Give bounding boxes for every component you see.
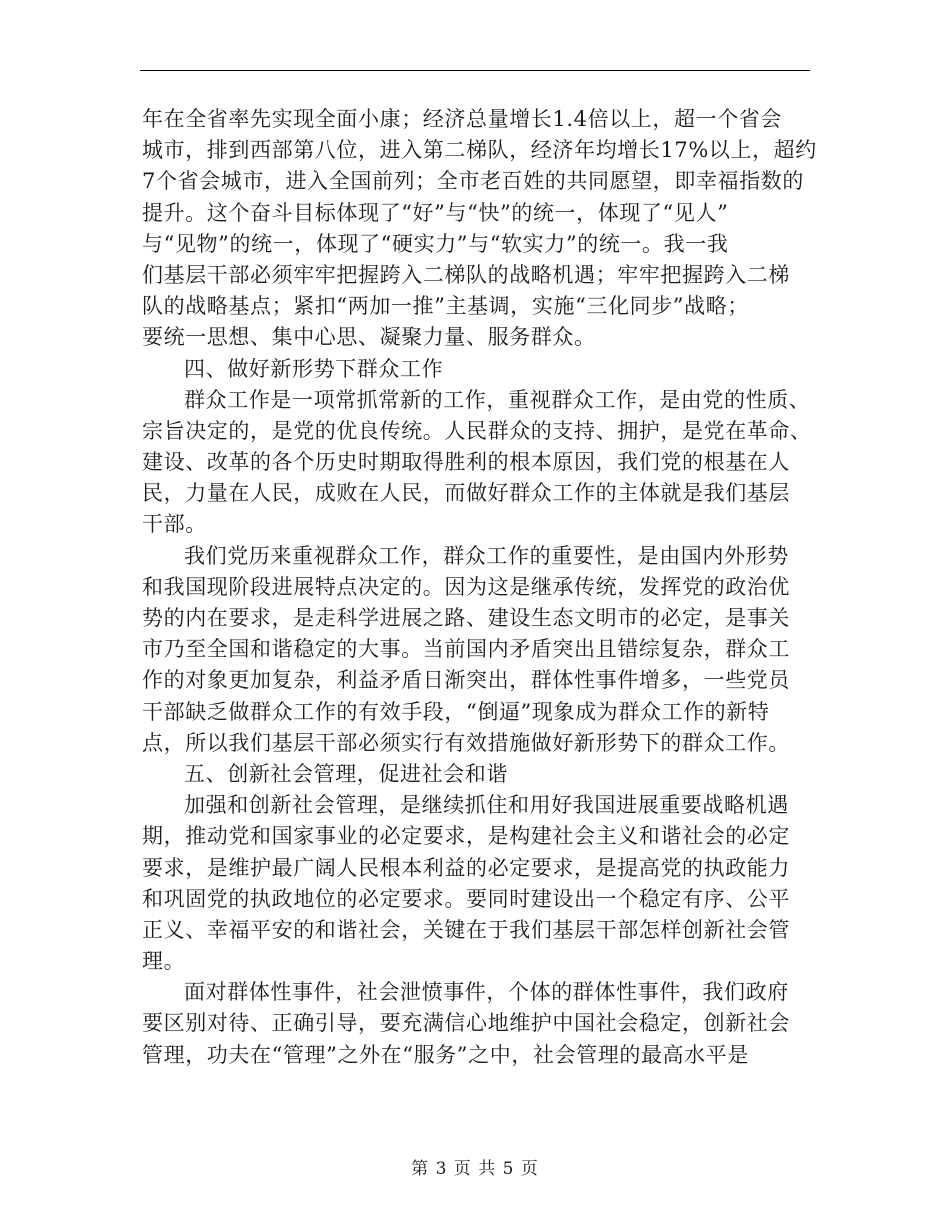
text-line: 要统一思想、集中心思、凝聚力量、服务群众。 (142, 325, 596, 350)
text-line: 们基层干部必须牢牢把握跨入二梯队的战略机遇；牢牢把握跨入二梯 (142, 262, 790, 287)
text-line: 作的对象更加复杂，利益矛盾日渐突出，群体性事件增多，一些党员 (142, 668, 790, 693)
paragraph-first-line: 我们党历来重视群众工作，群众工作的重要性，是由国内外形势 (184, 543, 789, 568)
text-line: 管理，功夫在“管理”之外在“服务”之中，社会管理的最高水平是 (142, 1042, 749, 1067)
paragraph-first-line: 面对群体性事件，社会泄愤事件，个体的群体性事件，我们政府 (184, 980, 789, 1005)
text-line: 和巩固党的执政地位的必定要求。要同时建设出一个稳定有序、公平 (142, 886, 790, 911)
text-line: 队的战略基点；紧扣“两加一推”主基调，实施“三化同步”战略； (142, 294, 749, 319)
section-heading: 四、做好新形势下群众工作 (184, 356, 444, 381)
text-line: 点，所以我们基层干部必须实行有效措施做好新形势下的群众工作。 (142, 730, 790, 755)
text-line: 期，推动党和国家事业的必定要求，是构建社会主义和谐社会的必定 (142, 824, 790, 849)
paragraph-first-line: 加强和创新社会管理，是继续抓住和用好我国进展重要战略机遇 (184, 793, 789, 818)
document-body (142, 104, 817, 1071)
paragraph-first-line: 群众工作是一项常抓常新的工作，重视群众工作，是由党的性质、 (184, 387, 811, 412)
text-line: 建设、改革的各个历史时期取得胜利的根本原因，我们党的根基在人 (142, 450, 790, 475)
text-line: 和我国现阶段进展特点决定的。因为这是继承传统，发挥党的政治优 (142, 574, 790, 599)
text-line: 市乃至全国和谐稳定的大事。当前国内矛盾突出且错综复杂，群众工 (142, 637, 790, 662)
page-number: 第 3 页 共 5 页 (411, 1159, 539, 1179)
text-line: 干部缺乏做群众工作的有效手段，“倒逼”现象成为群众工作的新特 (142, 699, 770, 724)
text-line: 与“见物”的统一，体现了“硬实力”与“软实力”的统一。我一我 (142, 231, 729, 256)
header-rule (140, 70, 810, 71)
text-line: 干部。 (142, 512, 207, 537)
section-heading: 五、创新社会管理，促进社会和谐 (184, 761, 508, 786)
text-line: 民，力量在人民，成败在人民，而做好群众工作的主体就是我们基层 (142, 481, 790, 506)
text-line: 正义、幸福平安的和谐社会，关键在于我们基层干部怎样创新社会管 (142, 917, 790, 942)
text-line: 理。 (142, 949, 186, 974)
text-line: 要区别对待、正确引导，要充满信心地维护中国社会稳定，创新社会 (142, 1011, 790, 1036)
text-line: 7个省会城市，进入全国前列；全市老百姓的共同愿望，即幸福指数的 (142, 169, 804, 194)
text-line: 势的内在要求，是走科学进展之路、建设生态文明市的必定，是事关 (142, 606, 790, 630)
text-line: 宗旨决定的，是党的优良传统。人民群众的支持、拥护，是党在革命、 (142, 418, 812, 443)
text-line: 提升。这个奋斗目标体现了“好”与“快”的统一，体现了“见人” (142, 200, 729, 225)
text-line: 年在全省率先实现全面小康；经济总量增长1.4倍以上，超一个省会 (142, 107, 782, 131)
text-line: 要求，是维护最广阔人民根本利益的必定要求，是提高党的执政能力 (142, 855, 790, 880)
text-line: 城市，排到西部第八位，进入第二梯队，经济年均增长17%以上，超约 (142, 138, 817, 163)
